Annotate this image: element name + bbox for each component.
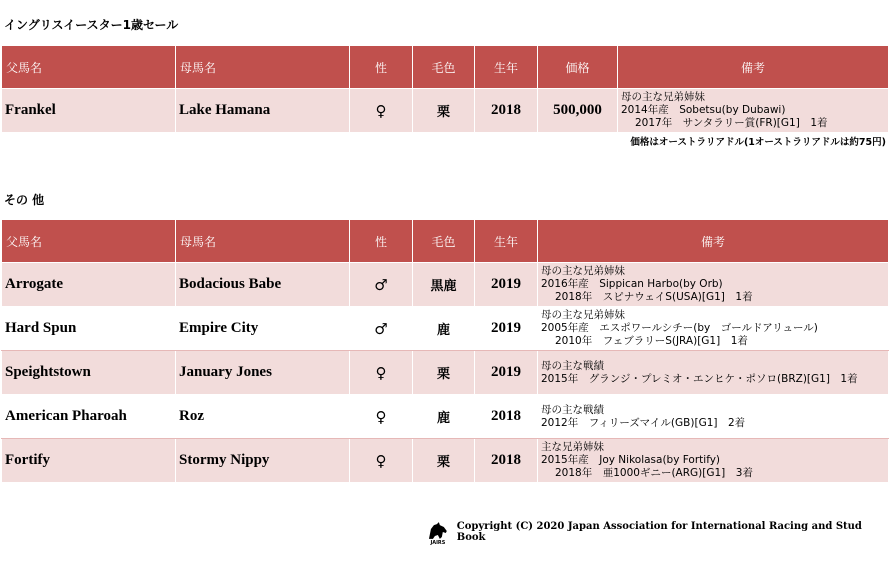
- notes-cell: [538, 263, 889, 307]
- copyright-text: Copyright (C) 2020 Japan Association for International Racing and Stud Book: [456, 521, 862, 543]
- notes-line: 2010年 フェブラリーS(JRA)[G1] 1着: [555, 335, 748, 347]
- header-notes: 備考: [618, 46, 889, 89]
- header-dam: 母馬名: [176, 220, 350, 263]
- dam-cell: Lake Hamana: [176, 89, 350, 133]
- sex-cell: ♂: [350, 307, 413, 351]
- header-sire: 父馬名: [2, 46, 176, 89]
- notes-cell: [538, 439, 889, 483]
- header-notes: 備考: [538, 220, 889, 263]
- table-header-row: [2, 46, 889, 89]
- sex-cell: ♀: [350, 89, 413, 133]
- year-cell: 2019: [475, 351, 538, 395]
- notes-line: 2017年 サンタラリー賞(FR)[G1] 1着: [635, 117, 828, 129]
- header-color: 毛色: [413, 220, 475, 263]
- jairs-logo-icon: [425, 519, 451, 545]
- header-price: 価格: [538, 46, 618, 89]
- notes-cell: [538, 395, 889, 439]
- notes-cell: [538, 351, 889, 395]
- notes-line: 母の主な兄弟姉妹: [621, 91, 705, 103]
- dam-cell: January Jones: [176, 351, 350, 395]
- notes-line: 2015年産 Joy Nikolasa(by Fortify): [541, 454, 721, 466]
- table-row: [2, 89, 889, 133]
- sire-cell: American Pharoah: [2, 395, 176, 439]
- sire-cell: Fortify: [2, 439, 176, 483]
- header-sex: 性: [350, 46, 413, 89]
- color-cell: 鹿: [413, 307, 475, 351]
- header-year: 生年: [475, 46, 538, 89]
- sex-cell: ♂: [350, 263, 413, 307]
- dam-cell: Stormy Nippy: [176, 439, 350, 483]
- logo-text: JAIRS: [430, 539, 446, 545]
- table-header-row: [2, 220, 889, 263]
- notes-line: 2015年 グランジ・プレミオ・エンヒケ・ポソロ(BRZ)[G1] 1着: [541, 372, 858, 385]
- year-cell: 2018: [475, 439, 538, 483]
- color-cell: 鹿: [413, 395, 475, 439]
- notes-line: 母の主な兄弟姉妹: [541, 309, 625, 321]
- year-cell: 2018: [475, 395, 538, 439]
- notes-line: 2016年産 Sippican Harbo(by Orb): [541, 278, 723, 290]
- table-row: [2, 395, 889, 439]
- sale-title: イングリスイースター1歳セール: [4, 18, 179, 32]
- sire-cell: Frankel: [2, 89, 176, 133]
- other-table: [1, 219, 889, 483]
- notes-line: 母の主な兄弟姉妹: [541, 265, 625, 277]
- sex-cell: ♀: [350, 439, 413, 483]
- notes-line: 主な兄弟姉妹: [541, 441, 604, 453]
- color-cell: 黒鹿: [413, 263, 475, 307]
- header-color: 毛色: [413, 46, 475, 89]
- header-sire: 父馬名: [2, 220, 176, 263]
- notes-line: 2018年 スピナウェイS(USA)[G1] 1着: [555, 291, 753, 303]
- notes-cell: [618, 89, 889, 133]
- color-cell: 栗: [413, 351, 475, 395]
- notes-line: 2012年 フィリーズマイル(GB)[G1] 2着: [541, 416, 746, 429]
- color-cell: 栗: [413, 439, 475, 483]
- table-row: [2, 263, 889, 307]
- notes-line: 2014年産 Sobetsu(by Dubawi): [621, 104, 786, 116]
- notes-line: 母の主な戦績: [541, 359, 604, 372]
- dam-cell: Roz: [176, 395, 350, 439]
- year-cell: 2019: [475, 307, 538, 351]
- sire-cell: Hard Spun: [2, 307, 176, 351]
- color-cell: 栗: [413, 89, 475, 133]
- table-row: [2, 439, 889, 483]
- footer: [425, 519, 890, 545]
- notes-cell: [538, 307, 889, 351]
- notes-line: 2018年 亜1000ギニー(ARG)[G1] 3着: [555, 467, 753, 479]
- sex-cell: ♀: [350, 395, 413, 439]
- sex-cell: ♀: [350, 351, 413, 395]
- header-dam: 母馬名: [176, 46, 350, 89]
- header-sex: 性: [350, 220, 413, 263]
- other-title: その 他: [4, 193, 45, 207]
- sire-cell: Speightstown: [2, 351, 176, 395]
- table-row: [2, 351, 889, 395]
- price-cell: 500,000: [538, 89, 618, 133]
- year-cell: 2018: [475, 89, 538, 133]
- header-year: 生年: [475, 220, 538, 263]
- year-cell: 2019: [475, 263, 538, 307]
- notes-line: 2005年産 エスポワールシチー(by ゴールドアリュール): [541, 322, 818, 334]
- dam-cell: Empire City: [176, 307, 350, 351]
- sire-cell: Arrogate: [2, 263, 176, 307]
- price-note: 価格はオーストラリアドル(1オーストラリアドルは約75円): [630, 137, 886, 148]
- table-row: [2, 307, 889, 351]
- notes-line: 母の主な戦績: [541, 403, 604, 416]
- dam-cell: Bodacious Babe: [176, 263, 350, 307]
- sale-table: [1, 45, 889, 133]
